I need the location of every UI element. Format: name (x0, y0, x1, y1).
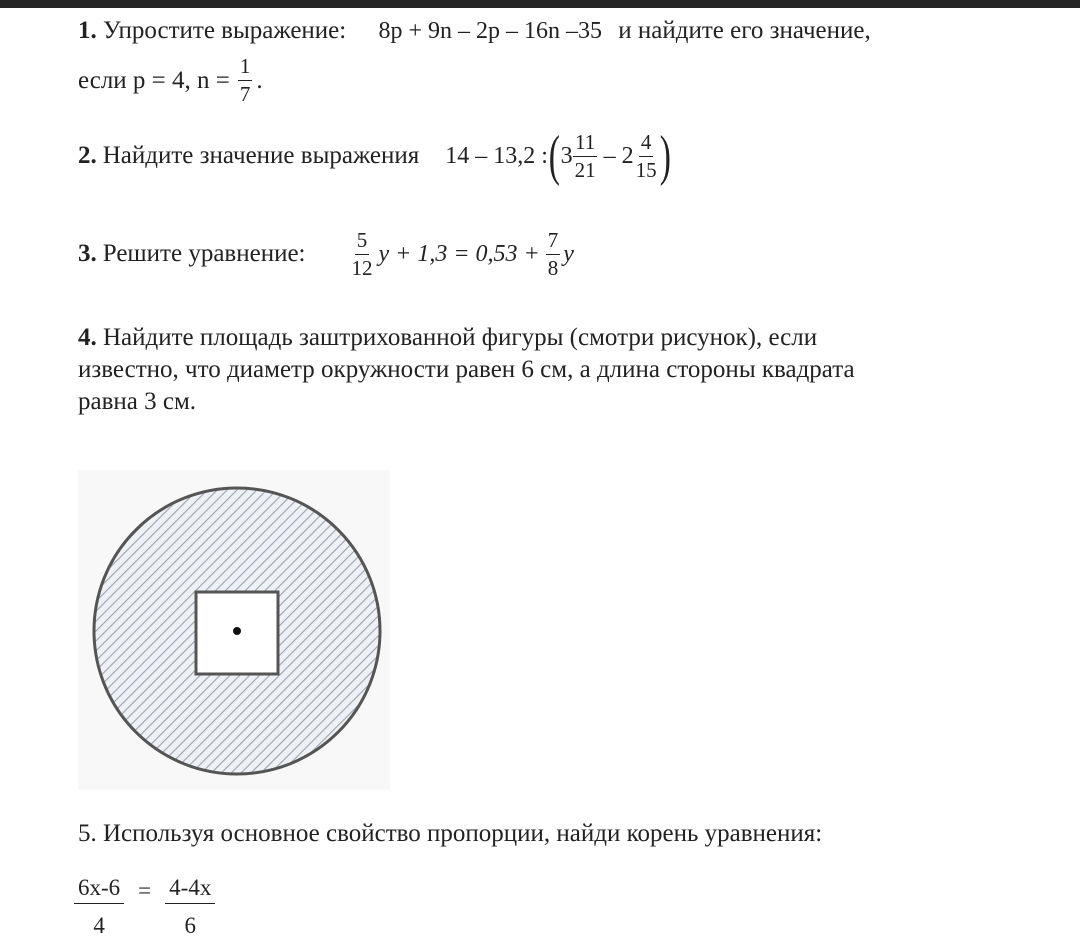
term-2-whole: 2 (621, 143, 634, 169)
fraction-denominator: 6 (184, 913, 196, 938)
top-edge-bar (0, 0, 1080, 8)
problem-1-period: . (256, 66, 263, 94)
fraction-denominator: 8 (547, 255, 559, 280)
problem-4-line-1 (78, 322, 817, 354)
problem-3-instruction: Решите уравнение: (102, 240, 306, 267)
problem-2-line (78, 124, 671, 188)
fraction-denominator: 21 (574, 157, 596, 182)
fraction-numerator: 4 (639, 132, 654, 157)
fraction-numerator: 11 (573, 132, 597, 157)
fraction-numerator: 5 (355, 230, 370, 255)
right-fraction (165, 876, 215, 937)
fraction-denominator: 15 (635, 157, 657, 182)
fraction-numerator: 6x-6 (74, 876, 124, 904)
term-1-fraction (573, 129, 598, 182)
hatched-figure (78, 470, 390, 790)
fraction-denominator: 12 (351, 255, 373, 280)
problem-4-number: 4. (78, 324, 97, 351)
equals-sign: = (138, 878, 152, 903)
problem-3-line (78, 222, 574, 286)
problem-2-lead: 14 – 13,2 : (445, 143, 548, 169)
problem-3-variable: y (563, 241, 574, 267)
fraction-denominator: 4 (93, 913, 105, 938)
problem-1-condition: если p = 4, n = (78, 66, 230, 94)
problem-1-n-fraction (238, 56, 253, 105)
problem-2-number: 2. (78, 142, 97, 169)
center-point (233, 627, 241, 635)
left-paren: ( (548, 125, 560, 187)
problem-4-text-1: Найдите площадь заштрихованной фигуры (смотри рисунок), если (103, 324, 818, 351)
fraction-numerator: 1 (238, 56, 253, 81)
figure-svg (78, 470, 390, 790)
problem-1-line-1 (78, 16, 871, 46)
problem-1-tail: и найдите его значение, (618, 17, 871, 44)
left-fraction (74, 876, 124, 937)
coef-1-fraction (350, 227, 375, 280)
problem-4-line-3: равна 3 см. (78, 388, 197, 415)
fraction-denominator: 7 (239, 82, 251, 106)
term-1-whole: 3 (560, 143, 573, 169)
right-paren: ) (659, 125, 671, 187)
problem-5-text: 5. Используя основное свойство пропорции, найди корень уравнения: (78, 820, 823, 847)
problem-1-expression: 8p + 9n – 2p – 16n –35 (378, 18, 603, 44)
fraction-numerator: 7 (546, 230, 561, 255)
problem-4-line-2: известно, что диаметр окружности равен 6 см, а длина стороны квадрата (78, 356, 855, 383)
problem-1-line-2 (78, 56, 263, 105)
fraction-numerator: 4-4x (165, 876, 215, 904)
minus-sign: – (603, 143, 616, 169)
problem-3-number: 3. (78, 240, 97, 267)
term-2-fraction (634, 129, 659, 182)
problem-3-equation-middle: y + 1,3 = 0,53 + (378, 241, 540, 267)
problem-1-instruction: Упростите выражение: (103, 17, 347, 44)
proportion-equation (74, 876, 215, 937)
coef-2-fraction (546, 227, 561, 280)
problem-1-number: 1. (78, 17, 97, 44)
problem-2-instruction: Найдите значение выражения (102, 142, 420, 169)
